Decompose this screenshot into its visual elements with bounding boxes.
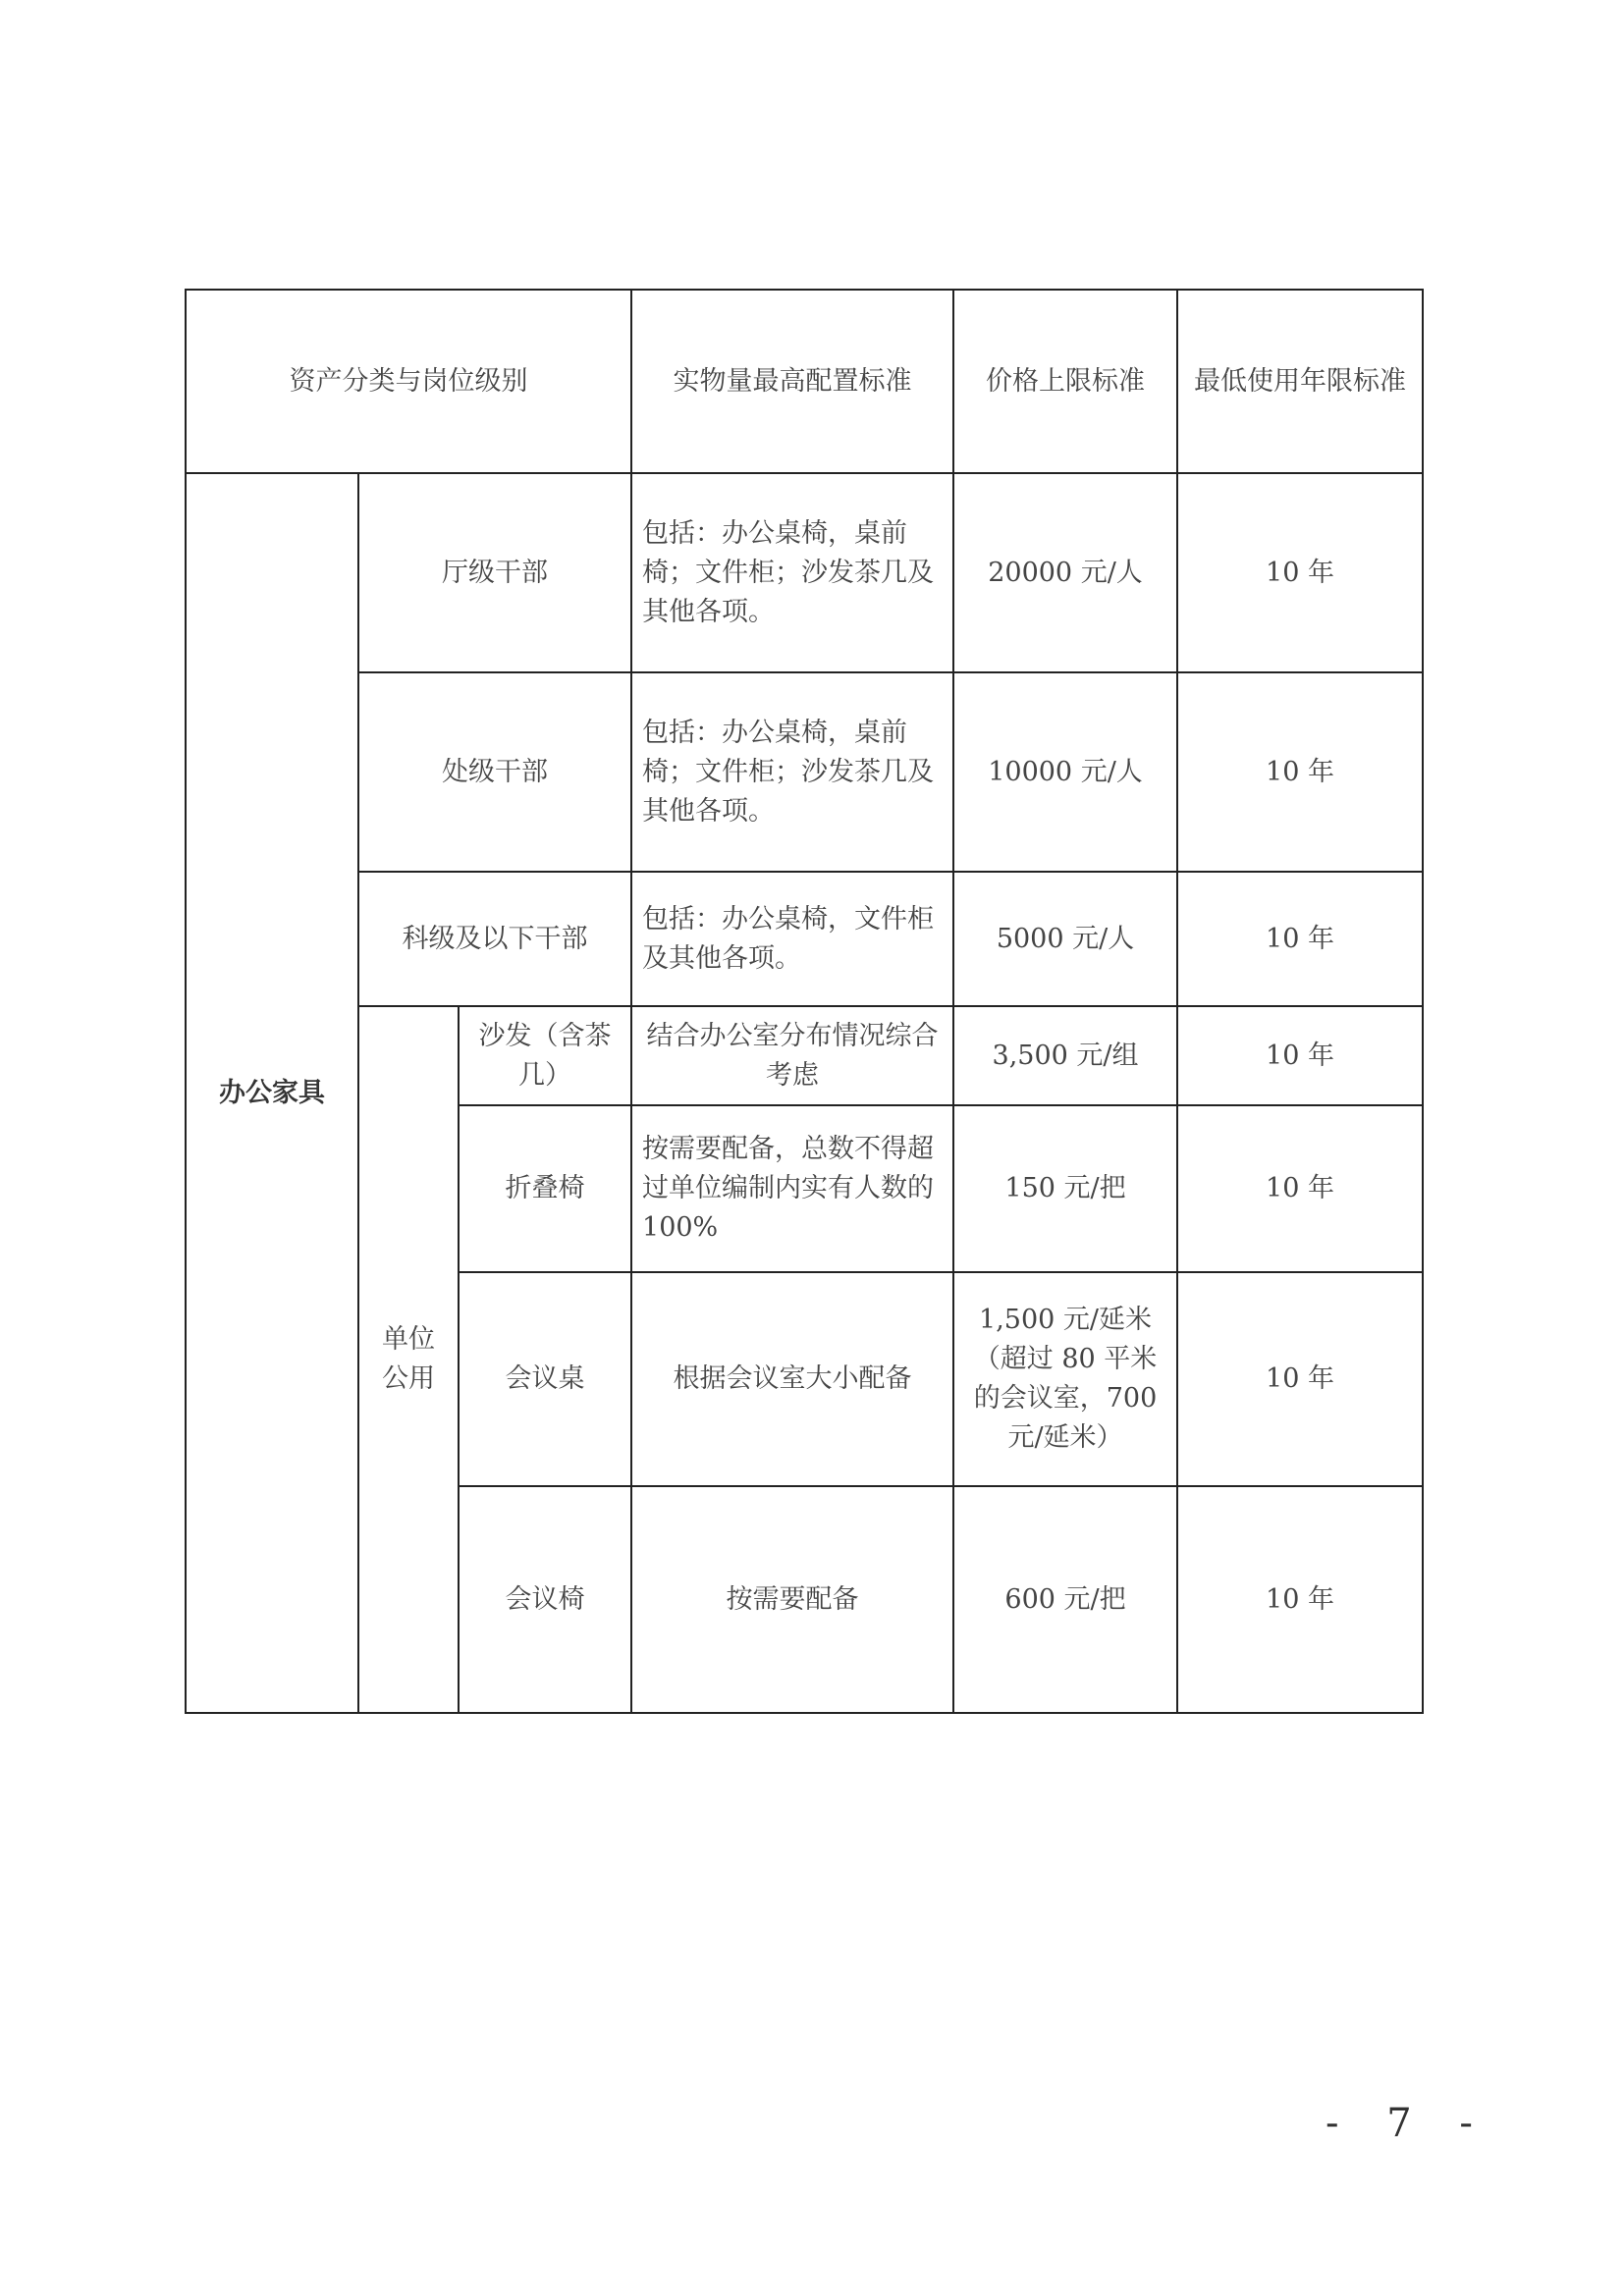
row-standard: 结合办公室分布情况综合考虑: [631, 1006, 953, 1105]
row-years: 10 年: [1177, 872, 1423, 1006]
subgroup-label: 单位公用: [358, 1006, 459, 1713]
row-years: 10 年: [1177, 1272, 1423, 1486]
row-price: 600 元/把: [953, 1486, 1177, 1713]
table-row: [186, 1006, 1423, 1105]
header-physical-standard: 实物量最高配置标准: [631, 290, 953, 473]
row-price: 20000 元/人: [953, 473, 1177, 672]
row-standard: 根据会议室大小配备: [631, 1272, 953, 1486]
row-name: 处级干部: [358, 672, 631, 872]
row-name: 会议桌: [459, 1272, 631, 1486]
row-price: 5000 元/人: [953, 872, 1177, 1006]
row-years: 10 年: [1177, 672, 1423, 872]
row-price: 3,500 元/组: [953, 1006, 1177, 1105]
row-price: 150 元/把: [953, 1105, 1177, 1272]
row-standard: 包括：办公桌椅，文件柜及其他各项。: [631, 872, 953, 1006]
row-standard: 包括：办公桌椅，桌前椅；文件柜；沙发茶几及其他各项。: [631, 473, 953, 672]
group-label: 办公家具: [186, 473, 358, 1713]
row-price: 1,500 元/延米（超过 80 平米的会议室，700 元/延米）: [953, 1272, 1177, 1486]
header-price-limit: 价格上限标准: [953, 290, 1177, 473]
row-standard: 按需要配备: [631, 1486, 953, 1713]
asset-standard-table: [185, 289, 1424, 1714]
table-row: [186, 473, 1423, 672]
row-standard: 包括：办公桌椅，桌前椅；文件柜；沙发茶几及其他各项。: [631, 672, 953, 872]
row-name: 科级及以下干部: [358, 872, 631, 1006]
row-name: 沙发（含茶几）: [459, 1006, 631, 1105]
page-number: - 7 -: [1326, 2101, 1490, 2146]
table-header-row: [186, 290, 1423, 473]
row-price: 10000 元/人: [953, 672, 1177, 872]
row-name: 会议椅: [459, 1486, 631, 1713]
table-row: [186, 672, 1423, 872]
table-row: [186, 872, 1423, 1006]
header-category: 资产分类与岗位级别: [186, 290, 631, 473]
row-years: 10 年: [1177, 1486, 1423, 1713]
row-standard: 按需要配备，总数不得超过单位编制内实有人数的 100%: [631, 1105, 953, 1272]
row-years: 10 年: [1177, 473, 1423, 672]
row-name: 厅级干部: [358, 473, 631, 672]
row-years: 10 年: [1177, 1006, 1423, 1105]
row-name: 折叠椅: [459, 1105, 631, 1272]
row-years: 10 年: [1177, 1105, 1423, 1272]
header-min-years: 最低使用年限标准: [1177, 290, 1423, 473]
